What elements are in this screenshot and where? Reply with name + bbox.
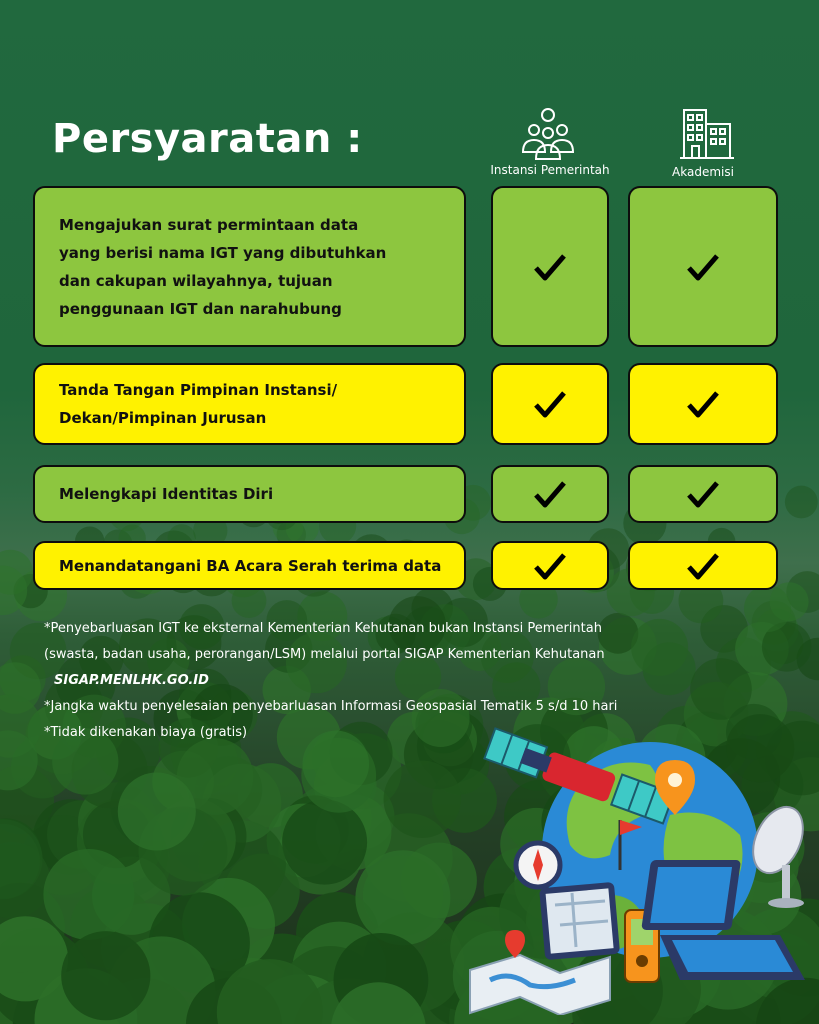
checkmark-icon (534, 390, 566, 418)
checkmark-icon (687, 390, 719, 418)
checkmark-icon (534, 253, 566, 281)
checkmark-icon (534, 552, 566, 580)
tree-crown (118, 773, 196, 851)
check-cell-akademisi (628, 363, 778, 445)
tree-crown (384, 761, 461, 838)
geospatial-illustration (460, 725, 815, 1019)
requirement-row-2 (33, 363, 466, 445)
tree-crown (631, 619, 688, 676)
requirement-text: Tanda Tangan Pimpinan Instansi/ Dekan/Pimpinan Jurusan (59, 381, 338, 427)
checkmark-icon (687, 552, 719, 580)
tree-crown (61, 931, 150, 1020)
checkmark-icon (534, 480, 566, 508)
checkmark-icon (687, 253, 719, 281)
check-cell-instansi (491, 186, 609, 347)
tree-crown (744, 585, 791, 632)
check-cell-instansi (491, 541, 609, 590)
column-header-akademisi: Akademisi (672, 165, 734, 179)
tree-crown (690, 658, 752, 720)
check-cell-instansi (491, 363, 609, 445)
check-cell-akademisi (628, 541, 778, 590)
note-line: *Penyebarluasan IGT ke eksternal Kementerian Kehutanan bukan Instansi Pemerintah (44, 621, 602, 636)
note-line: *Tidak dikenakan biaya (gratis) (44, 725, 248, 740)
tree-crown (355, 850, 450, 945)
check-cell-akademisi (628, 465, 778, 523)
requirement-row-1 (33, 186, 466, 347)
requirement-text: Melengkapi Identitas Diri (59, 485, 274, 503)
page-title: Persyaratan : (52, 116, 363, 162)
people-group-icon (519, 106, 577, 166)
requirement-text: Menandatangani BA Acara Serah terima data (59, 556, 442, 575)
column-header-instansi: Instansi Pemerintah (490, 163, 610, 177)
portal-link[interactable]: SIGAP.MENLHK.GO.ID (54, 673, 209, 688)
building-icon (678, 106, 736, 166)
check-cell-instansi (491, 465, 609, 523)
tree-crown (282, 800, 367, 885)
checkmark-icon (687, 480, 719, 508)
note-line: *Jangka waktu penyelesaian penyebarluasan Informasi Geospasial Tematik 5 s/d 10 hari (44, 699, 618, 714)
check-cell-akademisi (628, 186, 778, 347)
requirement-text: Mengajukan surat permintaan data yang berisi nama IGT yang dibutuhkan dan cakupan wilayahnya, tujuan penggunaan IGT dan narahubung (59, 215, 387, 318)
tree-crown (785, 486, 818, 519)
requirement-row-4 (33, 541, 466, 590)
note-line: (swasta, badan usaha, perorangan/LSM) melalui portal SIGAP Kementerian Kehutanan (44, 647, 605, 662)
tree-crown (43, 849, 134, 940)
requirement-row-3 (33, 465, 466, 523)
